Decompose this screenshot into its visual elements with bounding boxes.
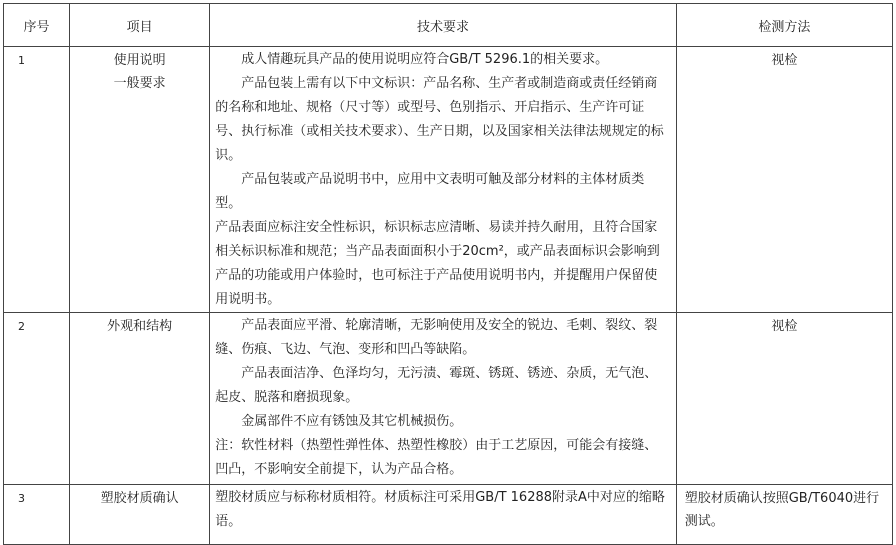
- requirements-table: [3, 3, 893, 545]
- row-item: 塑胶材质确认: [70, 485, 210, 545]
- header-requirement: 技术要求: [210, 4, 677, 47]
- row-requirement: [210, 313, 677, 485]
- header-item: 项目: [70, 4, 210, 47]
- row-item-line: 一般要求: [113, 76, 166, 91]
- table-header-row: [4, 4, 893, 47]
- row-num: 1: [4, 47, 70, 313]
- table-row: [4, 313, 893, 485]
- requirement-paragraph: 产品表面应平滑、轮廓清晰，无影响使用及安全的锐边、毛刺、裂纹、裂缝、伤痕、飞边、气泡、变形和凹凸等缺陷。: [215, 318, 658, 357]
- requirement-paragraph: 产品表面洁净、色泽均匀，无污渍、霉斑、锈斑、锈迹、杂质，无气泡、起皮、脱落和磨损现象。: [215, 366, 658, 405]
- row-num: 3: [4, 485, 70, 545]
- table-row: [4, 47, 893, 313]
- row-item: 外观和结构: [70, 313, 210, 485]
- row-method: 塑胶材质确认按照GB/T6040进行测试。: [676, 485, 892, 545]
- requirement-note: 注：软性材料（热塑性弹性体、热塑性橡胶）由于工艺原因，可能会有接缝、凹凸，不影响安全前提下，认为产品合格。: [215, 438, 658, 477]
- header-num: 序号: [4, 4, 70, 47]
- header-method: 检测方法: [676, 4, 892, 47]
- table-row: [4, 485, 893, 545]
- requirement-paragraph: 产品表面应标注安全性标识，标识标志应清晰、易读并持久耐用，且符合国家相关标识标准和规范；当产品表面面积小于20cm²，或产品表面标识会影响到产品的功能或用户体验时，也可标注于产品使用说明书内，并提醒用户保留使用说明书。: [215, 220, 660, 307]
- row-item-line: 使用说明: [113, 53, 166, 68]
- row-requirement: [210, 485, 677, 545]
- row-requirement: [210, 47, 677, 313]
- row-method: 视检: [676, 47, 892, 313]
- requirement-paragraph: 塑胶材质应与标称材质相符。材质标注可采用GB/T 16288附录A中对应的缩略语。: [215, 490, 665, 529]
- row-item: [70, 47, 210, 313]
- row-method: 视检: [676, 313, 892, 485]
- row-num: 2: [4, 313, 70, 485]
- requirement-paragraph: 产品包装或产品说明书中，应用中文表明可触及部分材料的主体材质类型。: [215, 172, 645, 211]
- requirement-paragraph: 成人情趣玩具产品的使用说明应符合GB/T 5296.1的相关要求。: [241, 52, 609, 67]
- requirement-paragraph: 产品包装上需有以下中文标识：产品名称、生产者或制造商或责任经销商的名称和地址、规格（尺寸等）或型号、色别指示、开启指示、生产许可证号、执行标准（或相关技术要求）、生产日期，以及国家相关法律法规规定的标识。: [215, 76, 664, 163]
- requirement-paragraph: 金属部件不应有锈蚀及其它机械损伤。: [241, 414, 463, 429]
